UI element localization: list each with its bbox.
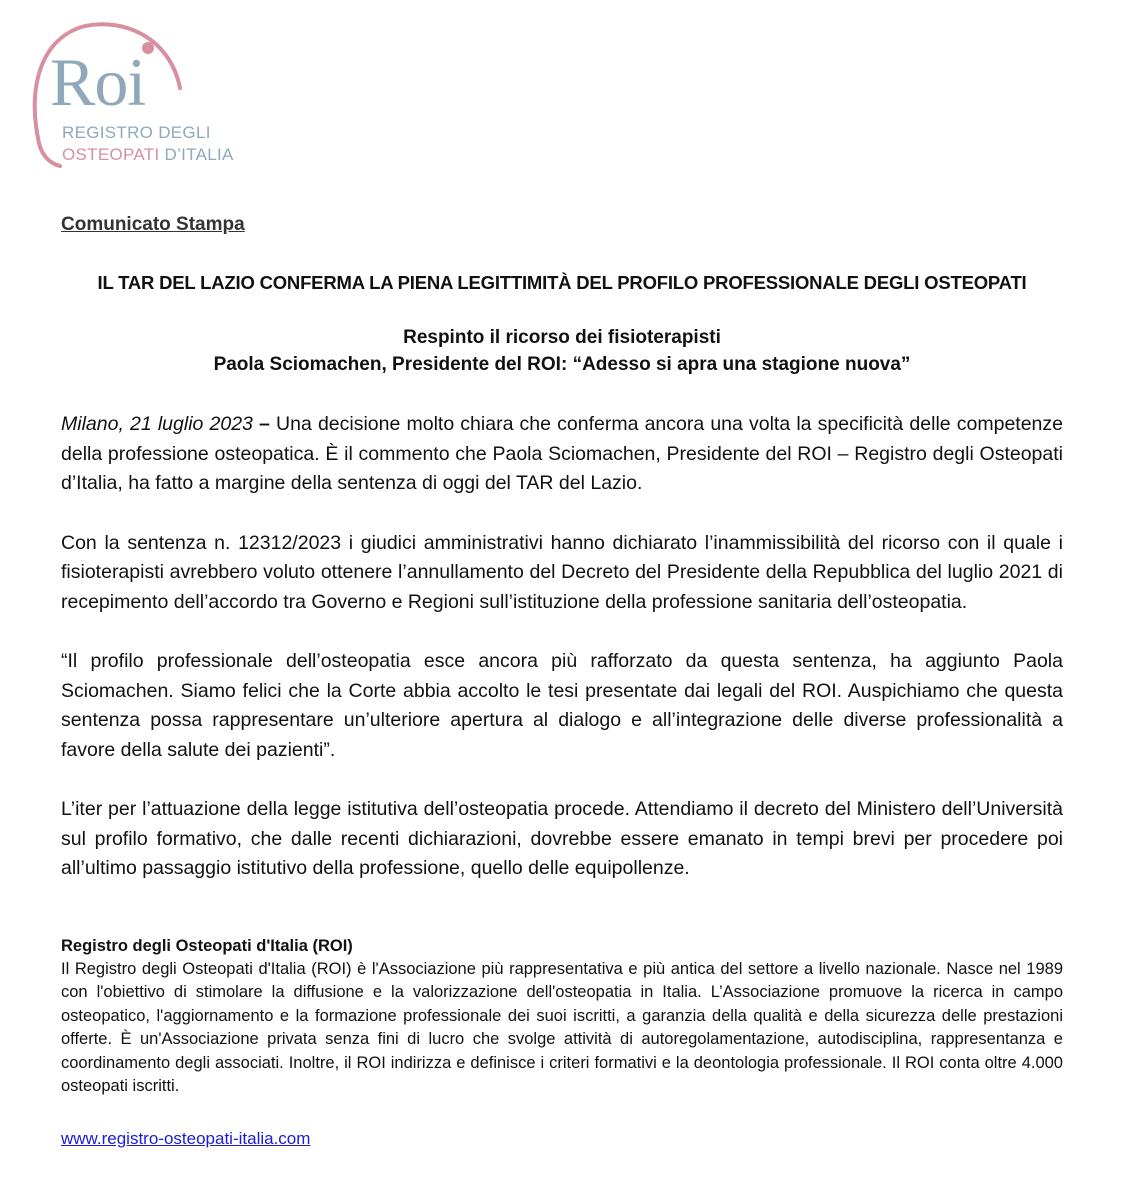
press-release-headline: IL TAR DEL LAZIO CONFERMA LA PIENA LEGITTIMITÀ DEL PROFILO PROFESSIONALE DEGLI OSTEOPATI <box>97 272 1027 293</box>
press-release-body <box>61 214 1063 1149</box>
logo-tagline-osteopati: OSTEOPATI <box>62 145 160 164</box>
paragraph-4: L’iter per l’attuazione della legge istitutiva dell’osteopatia procede. Attendiamo il decreto del Ministero dell’Università sul profilo formativo, che dalle recenti dichiarazioni, dovrebbe essere emanato in tempi brevi per procedere poi all’ultimo passaggio istitutivo della professione, quello delle equipollenze. <box>61 798 1063 879</box>
logo-tagline-italia: D’ITALIA <box>159 145 234 164</box>
roi-logo <box>30 18 260 178</box>
logo-wordmark: Roi <box>50 44 146 120</box>
paragraph-2: Con la sentenza n. 12312/2023 i giudici amministrativi hanno dichiarato l’inammissibilità del ricorso con il quale i fisioterapisti avrebbero voluto ottenere l’annullamento del Decreto del Presidente della Repubblica del luglio 2021 di recepimento dell’accordo tra Governo e Regioni sull’istituzione della professione sanitaria dell’osteopatia. <box>61 531 1063 613</box>
paragraph-1-text: Una decisione molto chiara che conferma ancora una volta la specificità delle competenze della professione osteopatica. È il commento che Paola Sciomachen, Presidente del ROI – Registro degli Osteopati d’Italia, ha fatto a margine della sentenza di oggi del TAR del Lazio. <box>61 413 1063 494</box>
website-link[interactable]: www.registro-osteopati-italia.com <box>61 1128 311 1148</box>
about-section-text: Il Registro degli Osteopati d'Italia (ROI) è l'Associazione più rappresentativa e più antica del settore a livello nazionale. Nasce nel 1989 con l'obiettivo di stimolare la diffusione e la valorizzazione dell'osteopatia in Italia. L’Associazione promuove la ricerca in campo osteopatico, l'aggiornamento e la formazione professionale dei suoi iscritti, a garanzia della qualità e della sicurezza delle prestazioni offerte. È un'Associazione privata senza fini di lucro che svolge attività di autoregolamentazione, autodisciplina, rappresentanza e coordinamento degli associati. Inoltre, il ROI indirizza e definisce i criteri formativi e la deontologia professionale. Il ROI conta oltre 4.000 osteopati iscritti. <box>61 959 1063 1095</box>
subheading-line-1: Respinto il ricorso dei fisioterapisti <box>403 327 721 348</box>
logo-tagline-line1: REGISTRO DEGLI <box>62 123 211 142</box>
paragraph-1 <box>61 410 1063 499</box>
press-release-subheading <box>61 324 1063 378</box>
paragraph-3: “Il profilo professionale dell’osteopatia esce ancora più rafforzato da questa sentenza, ha aggiunto Paola Sciomachen. Siamo felici che la Corte abbia accolto le tesi presentate dai legali del ROI. Auspichiamo che questa sentenza possa rappresentare un’ulteriore apertura al dialogo e all’integrazione delle diverse professionalità a favore della salute dei pazienti”. <box>61 650 1063 761</box>
dateline: Milano, 21 luglio 2023 <box>61 413 253 435</box>
about-section-title: Registro degli Osteopati d'Italia (ROI) <box>61 936 353 955</box>
subheading-line-2: Paola Sciomachen, Presidente del ROI: “Adesso si apra una stagione nuova” <box>213 354 911 375</box>
logo-tagline-line2 <box>62 145 234 165</box>
dateline-dash: – <box>252 413 277 435</box>
document-label: Comunicato Stampa <box>61 214 245 235</box>
